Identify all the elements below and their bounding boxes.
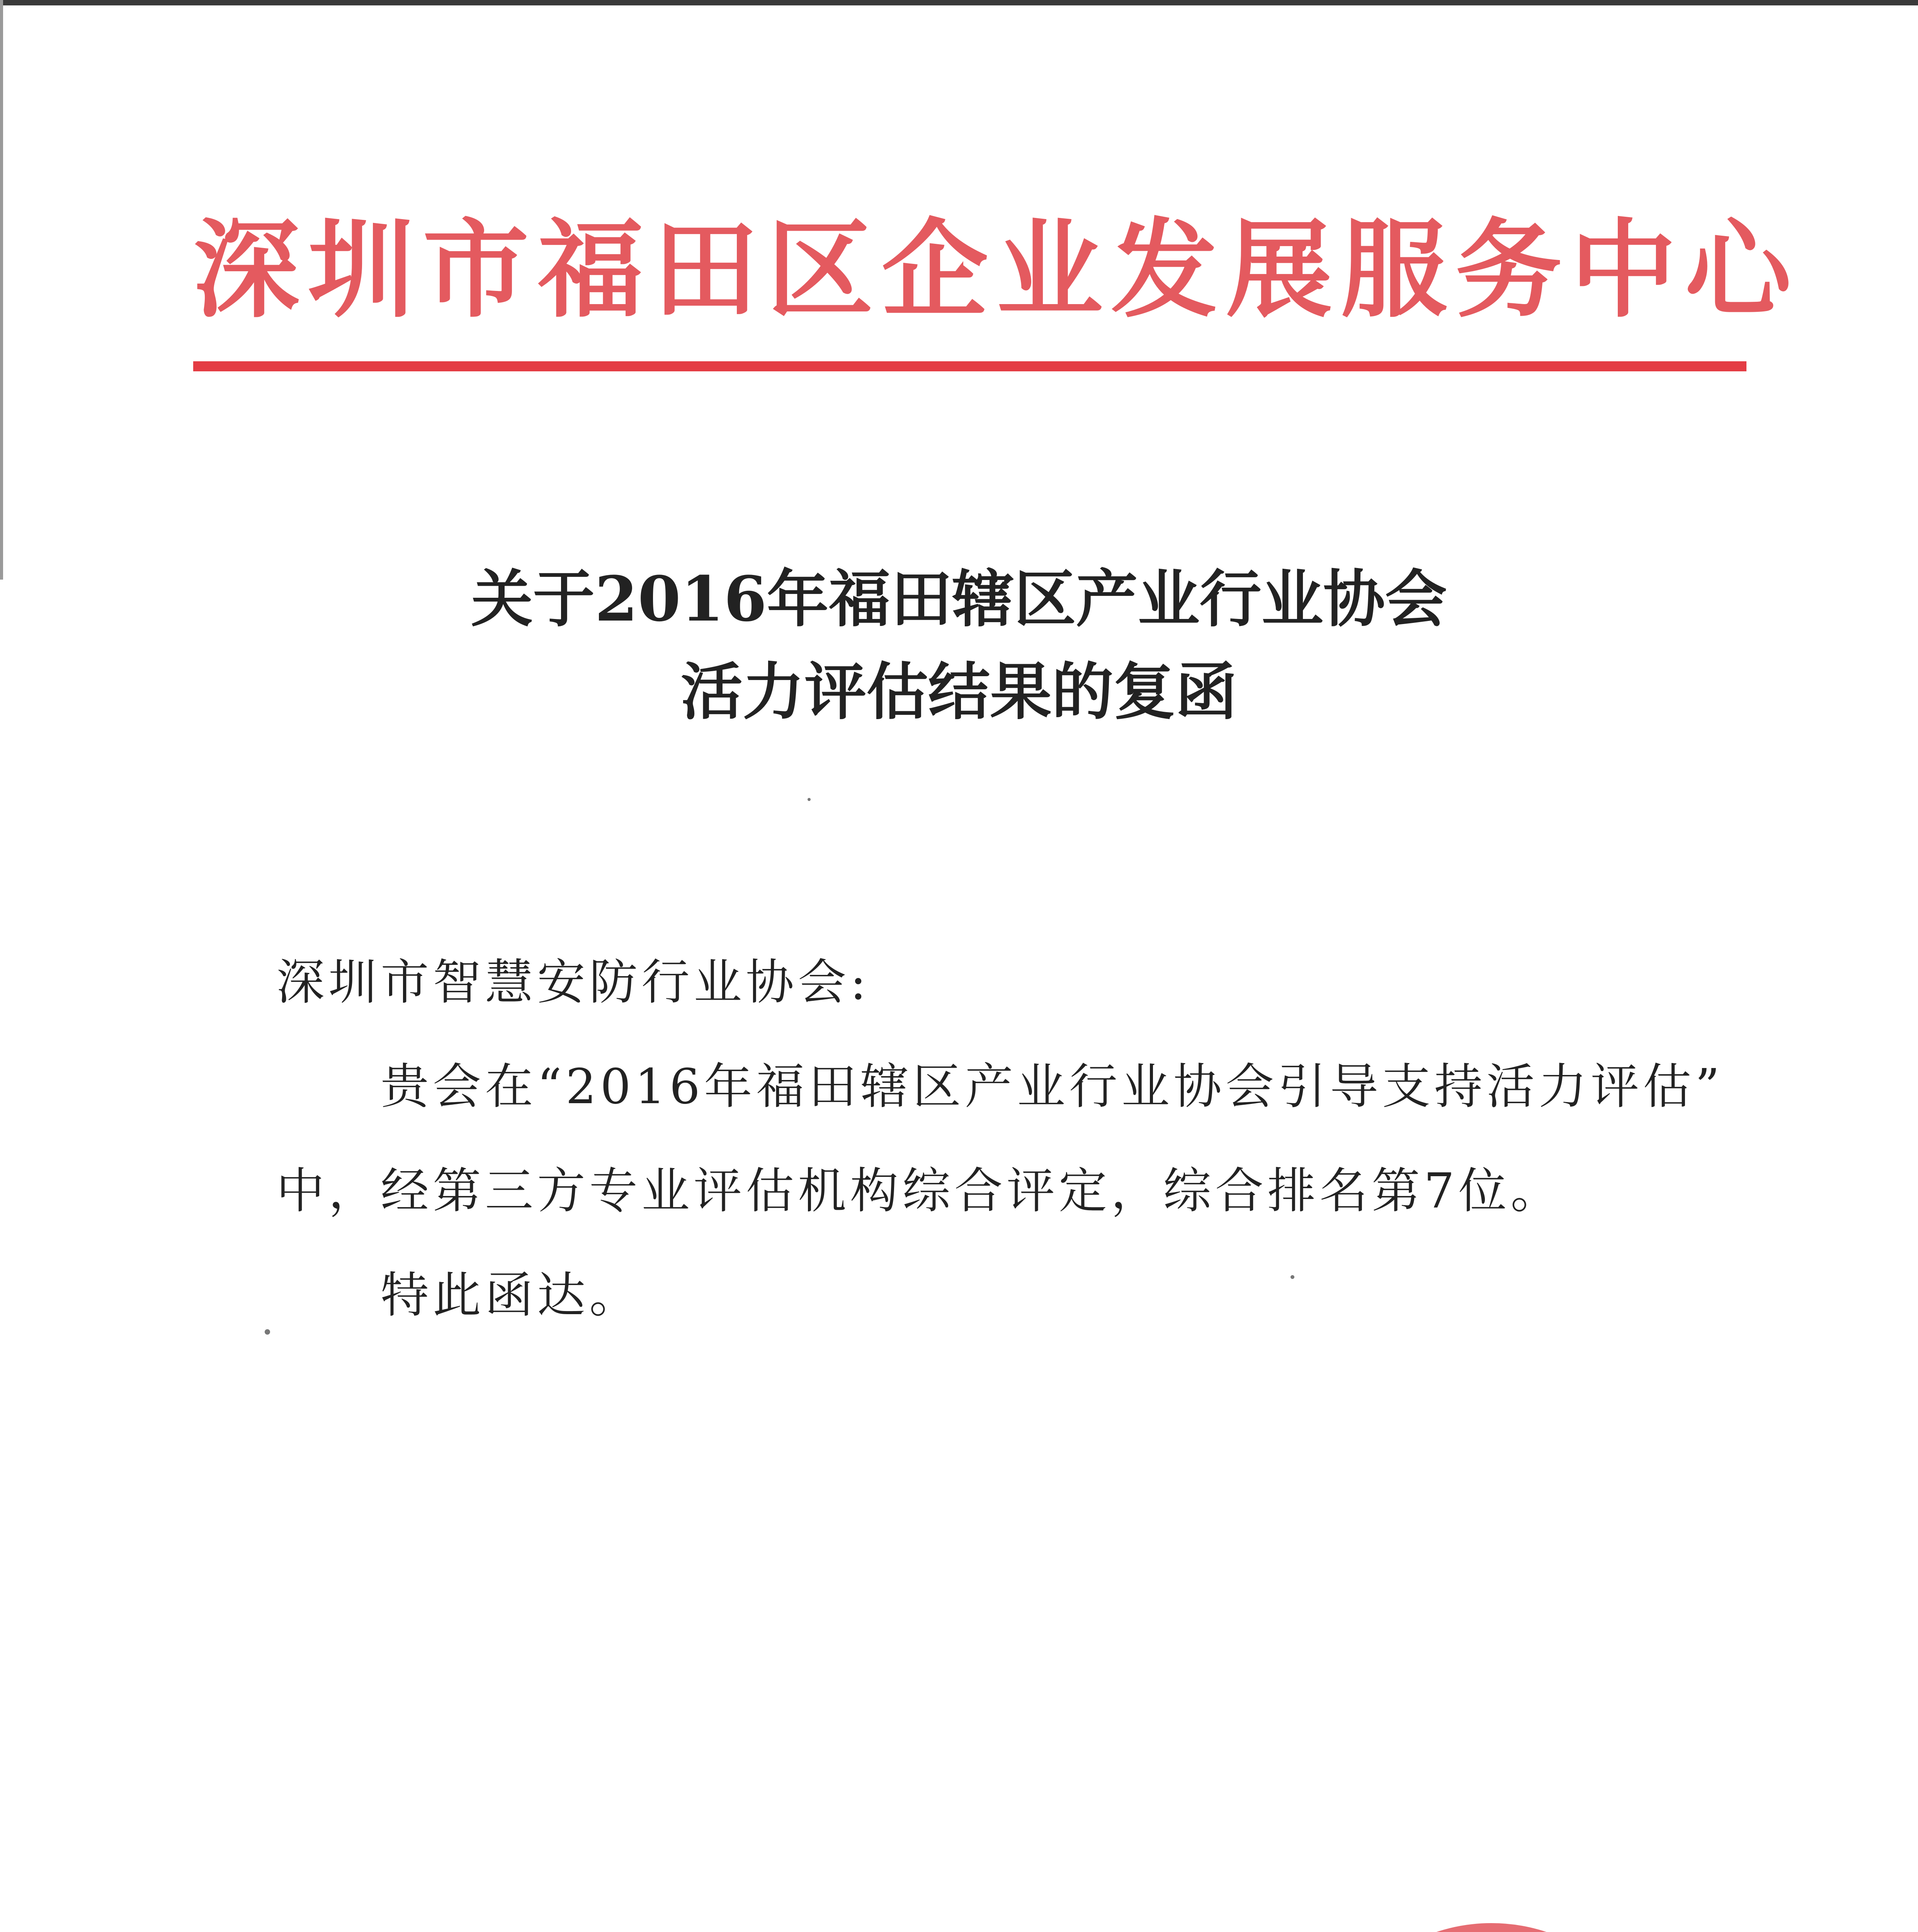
- scan-top-edge: [0, 0, 1918, 5]
- scan-speck: [265, 1329, 270, 1335]
- salutation: 深圳市智慧安防行业协会:: [276, 954, 871, 1010]
- document-title-line-2: 活力评估结果的复函: [680, 655, 1237, 728]
- scan-speck: [808, 798, 811, 801]
- closing-phrase: 特此函达。: [381, 1267, 641, 1323]
- letterhead-title: 深圳市福田区企业发展服务中心: [193, 207, 1800, 332]
- scan-left-edge: [0, 0, 3, 580]
- body-paragraph-line-2: 中，经第三方专业评估机构综合评定，综合排名第7位。: [276, 1163, 1563, 1219]
- document-title-line-1: 关于2016年福田辖区产业行业协会: [471, 563, 1447, 635]
- body-paragraph-line-1: 贵会在“2016年福田辖区产业行业协会引导支持活力评估”: [381, 1059, 1724, 1115]
- official-seal: [1298, 1905, 1685, 1932]
- letterhead-rule: [193, 361, 1746, 371]
- scan-speck: [1291, 1275, 1294, 1279]
